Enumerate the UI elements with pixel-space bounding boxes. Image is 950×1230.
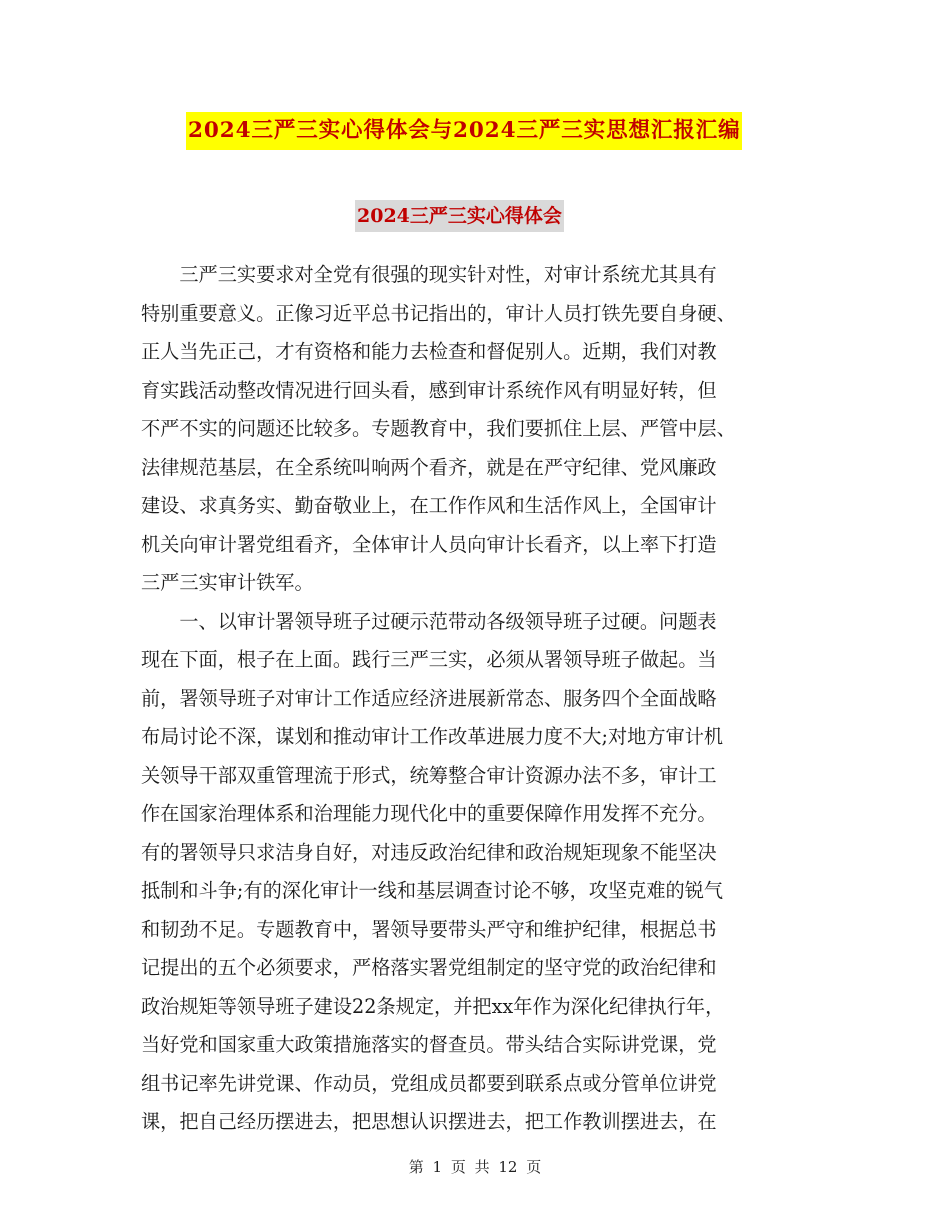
text-line: 当好党和国家重大政策措施落实的督查员。带头结合实际讲党课，党 (141, 1033, 717, 1056)
text-line: 布局讨论不深，谋划和推动审计工作改革进展力度不大;对地方审计机 (141, 725, 724, 748)
text-line: 课，把自己经历摆进去，把思想认识摆进去，把工作教训摆进去，在 (141, 1110, 717, 1133)
text-line: 和韧劲不足。专题教育中，署领导要带头严守和维护纪律，根据总书 (141, 917, 717, 941)
text-line: 前，署领导班子对审计工作适应经济进展新常态、服务四个全面战略 (141, 686, 717, 710)
text-line: 建设、求真务实、勤奋敬业上，在工作作风和生活作风上，全国审计 (141, 494, 717, 517)
body-text (141, 256, 821, 1142)
page-footer: 第 1 页 共 12 页 (408, 1158, 542, 1176)
text-line: 法律规范基层，在全系统叫响两个看齐，就是在严守纪律、党风廉政 (141, 455, 717, 479)
text-line: 三严三实审计铁军。 (141, 571, 314, 594)
text-line: 关领导干部双重管理流于形式，统筹整合审计资源办法不多，审计工 (141, 763, 717, 787)
text-line: 育实践活动整改情况进行回头看，感到审计系统作风有明显好转，但 (141, 378, 717, 402)
text-line: 政治规矩等领导班子建设22条规定，并把xx年作为深化纪律执行年， (141, 994, 725, 1018)
text-line: 记提出的五个必须要求，严格落实署党组制定的坚守党的政治纪律和 (141, 956, 717, 979)
text-line: 特别重要意义。正像习近平总书记指出的，审计人员打铁先要自身硬、 (141, 301, 736, 325)
section-title: 2024三严三实心得体会 (355, 200, 564, 232)
text-line: 不严不实的问题还比较多。专题教育中，我们要抓住上层、严管中层、 (141, 417, 736, 440)
text-line: 有的署领导只求洁身自好，对违反政治纪律和政治规矩现象不能坚决 (141, 840, 717, 864)
text-line: 机关向审计署党组看齐，全体审计人员向审计长看齐，以上率下打造 (141, 532, 717, 556)
text-line: 抵制和斗争;有的深化审计一线和基层调查讨论不够，攻坚克难的锐气 (141, 879, 724, 902)
text-line: 组书记率先讲党课、作动员，党组成员都要到联系点或分管单位讲党 (141, 1071, 717, 1095)
text-line: 一、以审计署领导班子过硬示范带动各级领导班子过硬。问题表 (141, 609, 717, 633)
text-line: 正人当先正己，才有资格和能力去检查和督促别人。近期，我们对教 (141, 340, 717, 363)
text-line: 作在国家治理体系和治理能力现代化中的重要保障作用发挥不充分。 (141, 802, 717, 825)
document-title: 2024三严三实心得体会与2024三严三实思想汇报汇编 (186, 112, 742, 150)
text-line: 三严三实要求对全党有很强的现实针对性，对审计系统尤其具有 (141, 263, 717, 286)
text-line: 现在下面，根子在上面。践行三严三实，必须从署领导班子做起。当 (141, 648, 717, 671)
